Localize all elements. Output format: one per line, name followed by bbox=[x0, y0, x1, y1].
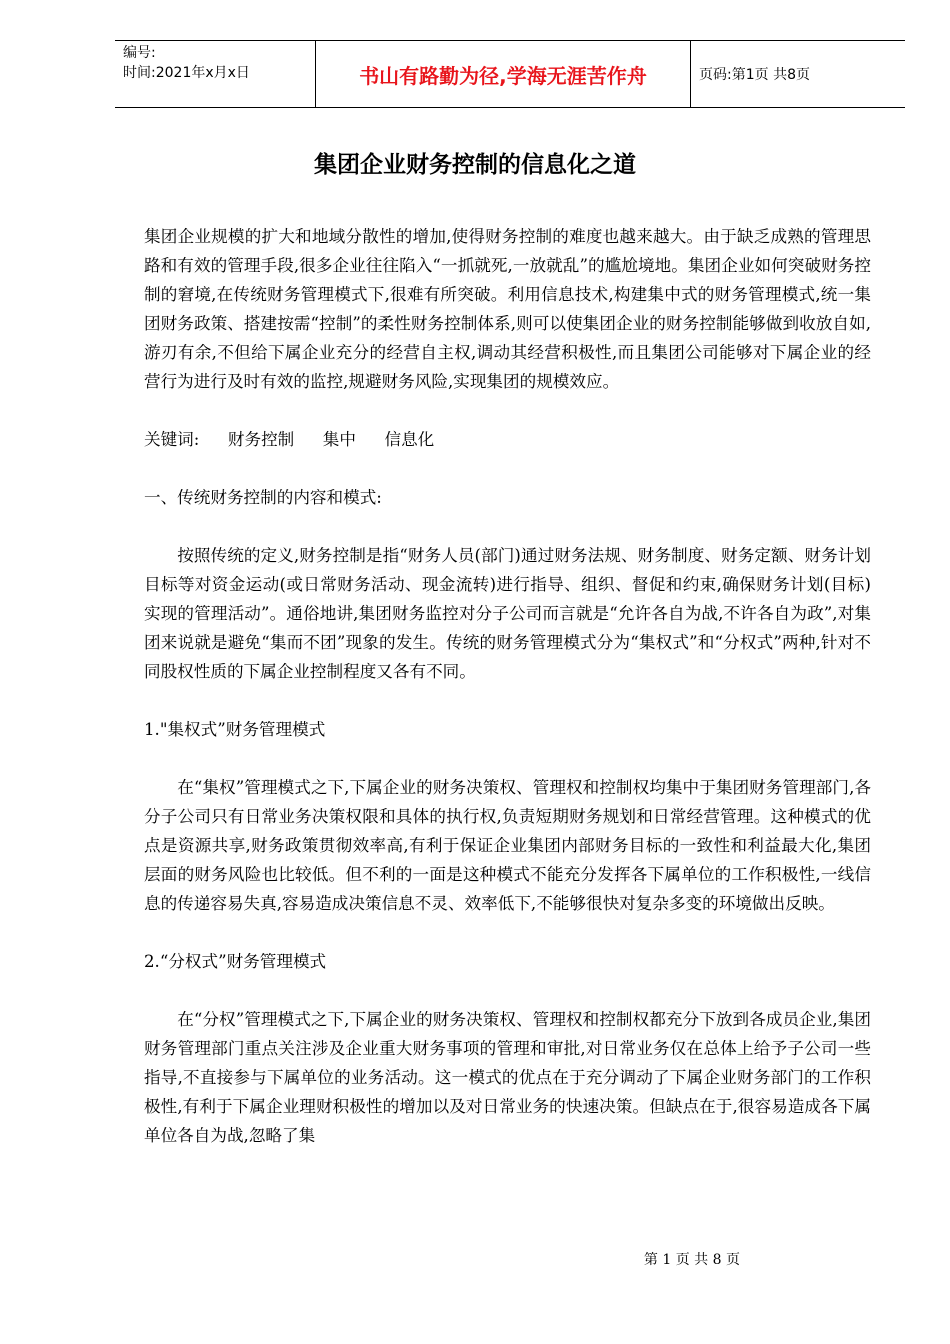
header-meta bbox=[123, 43, 318, 83]
document-body bbox=[144, 222, 871, 1150]
keyword-item: 财务控制 bbox=[227, 430, 295, 449]
keywords-label: 关键词: bbox=[144, 430, 200, 449]
subsection-heading: 1."集权式”财务管理模式 bbox=[144, 720, 326, 739]
body-paragraph: 在“分权”管理模式之下,下属企业的财务决策权、管理权和控制权都充分下放到各成员企业,集团财务管理部门重点关注涉及企业重大财务事项的管理和审批,对日常业务仅在总体上给予子公司一些指导,不直接参与下属单位的业务活动。这一模式的优点在于充分调动了下属企业财务部门的工作积极性,有利于下属企业理财积极性的增加以及对日常业务的快速决策。但缺点在于,很容易造成各下属单位各自为战,忽略了集 bbox=[144, 1010, 871, 1145]
footer-page-number: 第 1 页 共 8 页 bbox=[643, 1252, 740, 1268]
body-paragraph: 按照传统的定义,财务控制是指“财务人员(部门)通过财务法规、财务制度、财务定额、财务计划目标等对资金运动(或日常财务活动、现金流转)进行指导、组织、督促和约束,确保财务计划(目标)实现的管理活动”。通俗地讲,集团财务监控对分子公司而言就是“允许各自为战,不许各自为政”,对集团来说就是避免“集而不团”现象的发生。传统的财务管理模式分为“集权式”和“分权式”两种,针对不同股权性质的下属企业控制程度又各有不同。 bbox=[144, 546, 871, 681]
abstract-paragraph: 集团企业规模的扩大和地域分散性的增加,使得财务控制的难度也越来越大。由于缺乏成熟的管理思路和有效的管理手段,很多企业往往陷入“一抓就死,一放就乱”的尴尬境地。集团企业如何突破财务控制的窘境,在传统财务管理模式下,很难有所突破。利用信息技术,构建集中式的财务管理模式,统一集团财务政策、搭建按需“控制”的柔性财务控制体系,则可以使集团企业的财务控制能够做到收放自如,游刃有余,不但给下属企业充分的经营自主权,调动其经营积极性,而且集团公司能够对下属企业的经营行为进行及时有效的监控,规避财务风险,实现集团的规模效应。 bbox=[144, 227, 871, 391]
header-motto: 书山有路勤为径,学海无涯苦作舟 bbox=[315, 41, 691, 107]
document-title: 集团企业财务控制的信息化之道 bbox=[314, 152, 636, 178]
header-number-label: 编号: bbox=[123, 45, 156, 61]
section-heading: 一、传统财务控制的内容和模式: bbox=[144, 488, 382, 507]
keywords-line bbox=[144, 425, 871, 454]
header-page-info: 页码:第1页 共8页 bbox=[699, 67, 810, 83]
header-time-label: 时间:2021年x月x日 bbox=[123, 65, 250, 81]
keyword-item: 信息化 bbox=[384, 430, 435, 449]
page-footer bbox=[0, 1249, 950, 1269]
body-paragraph: 在“集权”管理模式之下,下属企业的财务决策权、管理权和控制权均集中于集团财务管理部门,各分子公司只有日常业务决策权限和具体的执行权,负责短期财务规划和日常经营管理。这种模式的优点是资源共享,财务政策贯彻效率高,有利于保证企业集团内部财务目标的一致性和利益最大化,集团层面的财务风险也比较低。但不利的一面是这种模式不能充分发挥各下属单位的工作积极性,一线信息的传递容易失真,容易造成决策信息不灵、效率低下,不能够很快对复杂多变的环境做出反映。 bbox=[144, 778, 871, 913]
subsection-heading: 2.“分权式”财务管理模式 bbox=[144, 952, 327, 971]
keyword-item: 集中 bbox=[322, 430, 356, 449]
page-header bbox=[115, 40, 905, 108]
